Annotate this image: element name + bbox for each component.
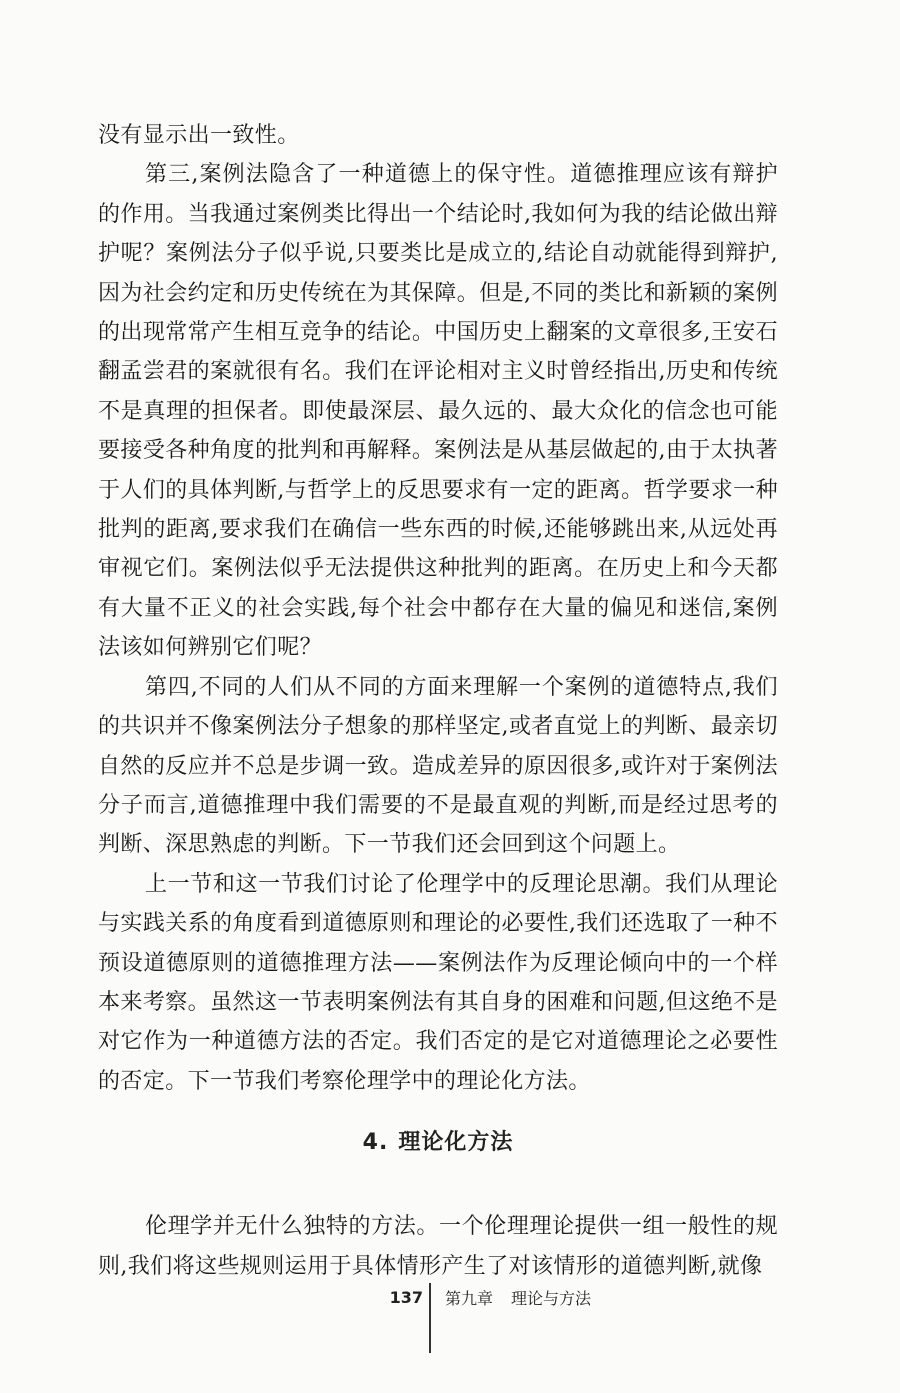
body-text <box>98 116 778 1286</box>
page-number: 137 <box>389 1287 423 1307</box>
page-footer <box>363 1280 591 1314</box>
paragraph-continuation: 没有显示出一致性。 <box>98 123 300 148</box>
paragraph-section-intro: 伦理学并无什么独特的方法。一个伦理理论提供一组一般性的规则,我们将这些规则运用于具体情形产生了对该情形的道德判断,就像 <box>98 1214 778 1279</box>
chapter-title: 理论与方法 <box>511 1288 592 1308</box>
paragraph-fourth-point: 第四,不同的人们从不同的方面来理解一个案例的道德特点,我们的共识并不像案例法分子想象的那样坚定,或者直觉上的判断、最亲切自然的反应并不总是步调一致。造成差异的原因很多,或许对于案例法分子而言,道德推理中我们需要的不是最直观的判断,而是经过思考的判断、深思熟虑的判断。下一节我们还会回到这个问题上。 <box>98 674 778 858</box>
section-title: 理论化方法 <box>398 1130 514 1156</box>
chapter-label: 第九章 <box>445 1288 494 1308</box>
section-heading <box>98 1101 778 1203</box>
section-number: 4. <box>362 1130 389 1156</box>
paragraph-summary: 上一节和这一节我们讨论了伦理学中的反理论思潮。我们从理论与实践关系的角度看到道德原则和理论的必要性,我们还选取了一种不预设道德原则的道德推理方法——案例法作为反理论倾向中的一个样本来考察。虽然这一节表明案例法有其自身的困难和问题,但这绝不是对它作为一种道德方法的否定。我们否定的是它对道德理论之必要性的否定。下一节我们考察伦理学中的理论化方法。 <box>98 871 778 1094</box>
paragraph-third-point: 第三,案例法隐含了一种道德上的保守性。道德推理应该有辩护的作用。当我通过案例类比得出一个结论时,我如何为我的结论做出辩护呢？案例法分子似乎说,只要类比是成立的,结论自动就能得到辩护,因为社会约定和历史传统在为其保障。但是,不同的类比和新颖的案例的出现常常产生相互竞争的结论。中国历史上翻案的文章很多,王安石翻孟尝君的案就很有名。我们在评论相对主义时曾经指出,历史和传统不是真理的担保者。即使最深层、最久远的、最大众化的信念也可能要接受各种角度的批判和再解释。案例法是从基层做起的,由于太执著于人们的具体判断,与哲学上的反思要求有一定的距离。哲学要求一种批判的距离,要求我们在确信一些东西的时候,还能够跳出来,从远处再审视它们。案例法似乎无法提供这种批判的距离。在历史上和今天都有大量不正义的社会实践,每个社会中都存在大量的偏见和迷信,案例法该如何辨别它们呢？ <box>98 162 778 661</box>
footer-divider <box>429 1283 431 1353</box>
